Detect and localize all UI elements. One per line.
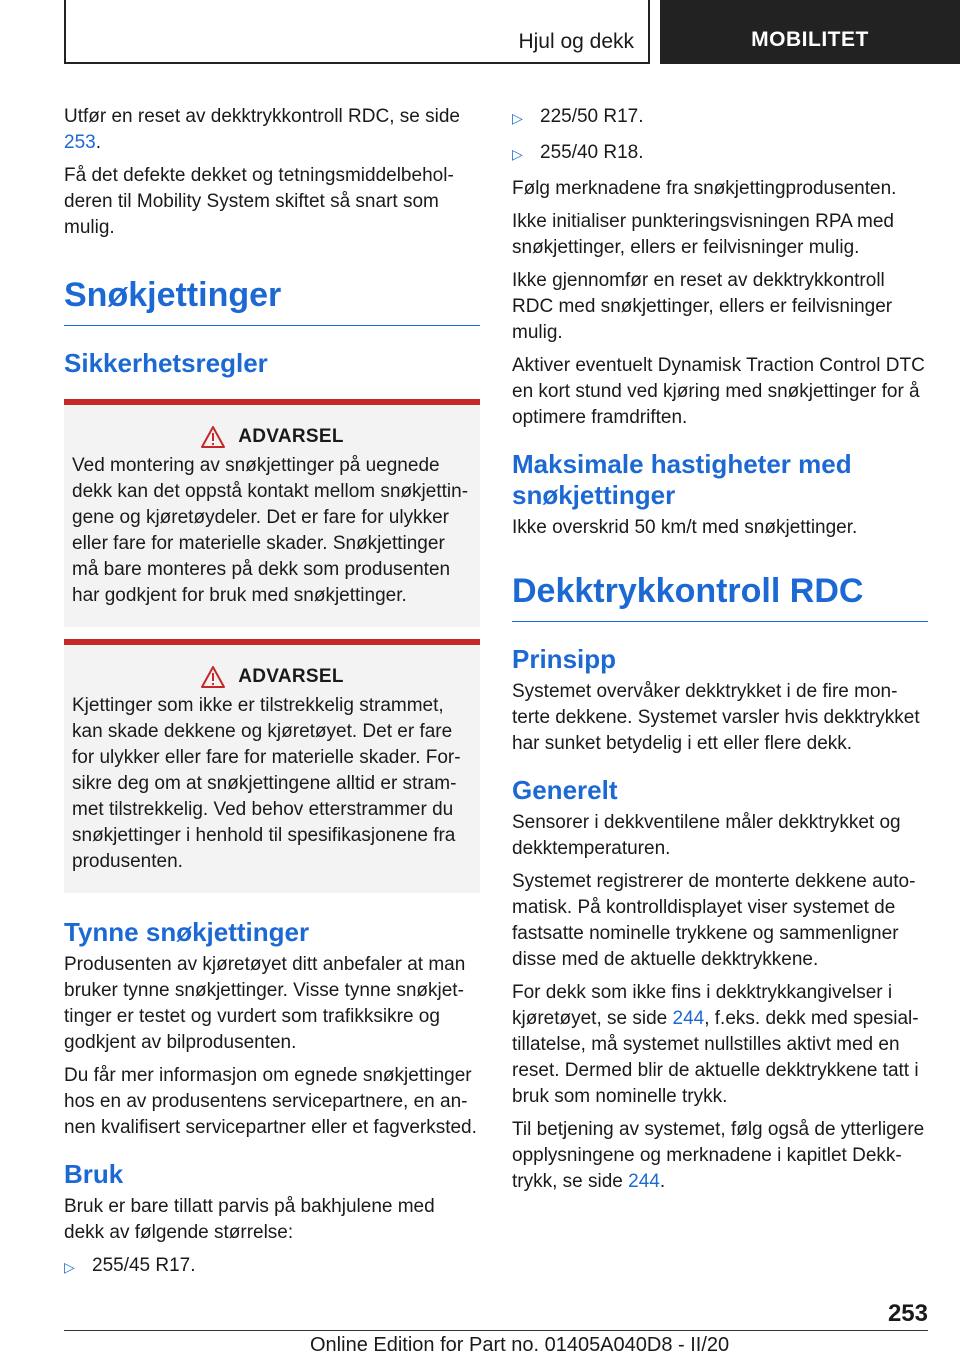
right-paragraph-3: Ikke gjennomfør en reset av dekktrykkontroll RDC med snøkjettinger, ellers er feilvisninger mulig.	[512, 270, 893, 343]
right-paragraph-2: Ikke initialiser punkteringsvisningen RPA med snøkjettinger, ellers er feilvisninger mulig.	[512, 211, 894, 258]
right-column	[512, 104, 928, 1202]
header-frame	[64, 0, 650, 64]
general-paragraph-3: For dekk som ikke fins i dekktrykkangivelser i kjøretøyet, se side 244, f.eks. dekk med spesialtillatelse, må systemet nullstilles aktivt med en reset. Dermed blir de aktuelle dekktrykkene tatt i bruk som nominelle trykk.	[512, 982, 919, 1107]
section-title: Hjul og dekk	[518, 30, 634, 53]
warning-box-2	[64, 639, 480, 893]
general-paragraph-4: Til betjening av systemet, følg også de ytterligere opplysningene og merknadene i kapitlet Dekktrykk, se side 244.	[512, 1119, 925, 1192]
page-link-244[interactable]: 244	[628, 1171, 660, 1192]
right-paragraph-1: Følg merknadene fra snøkjettingprodusenten.	[512, 178, 897, 199]
heading-max-speeds: Maksimale hastigheter med snøkjettinger	[512, 449, 852, 510]
left-column	[64, 104, 480, 1289]
list-item: ▷ 255/40 R18.	[512, 140, 928, 167]
warning-triangle-icon	[200, 425, 226, 449]
heading-thin-chains: Tynne snøkjettinger	[64, 917, 310, 947]
heading-use: Bruk	[64, 1159, 124, 1189]
general-paragraph-1: Sensorer i dekkventilene måler dekktrykket og dekktemperaturen.	[512, 812, 901, 859]
heading-principle: Prinsipp	[512, 644, 617, 674]
page-link-253[interactable]: 253	[64, 132, 96, 153]
page-number: 253	[887, 1300, 928, 1327]
warning-label: ADVARSEL	[238, 426, 344, 447]
warning-triangle-icon	[200, 665, 226, 689]
page-link-244[interactable]: 244	[672, 1008, 705, 1029]
heading-safety-rules: Sikkerhetsregler	[64, 348, 268, 378]
warning-box-1	[64, 399, 480, 627]
general-paragraph-2: Systemet registrerer de monterte dekkene automatisk. På kontrolldisplayet viser systemet de fastsatte nominelle trykkene og sammenligner disse med de aktuelle dekktrykkene.	[512, 871, 916, 970]
thin-paragraph-2: Du får mer informasjon om egnede snøkjettinger hos en av produsentens servicepartnere, en annen kvalifisert servicepartner eller et fagverksted.	[64, 1065, 477, 1138]
triangle-bullet-icon: ▷	[64, 1259, 75, 1275]
list-item: ▷ 225/50 R17.	[512, 104, 928, 131]
triangle-bullet-icon: ▷	[512, 146, 523, 162]
list-item: ▷ 255/45 R17.	[64, 1253, 480, 1280]
use-paragraph: Bruk er bare tillatt parvis på bakhjulene med dekk av følgende størrelse:	[64, 1196, 435, 1243]
warning-text-1: Ved montering av snøkjettinger på uegnede dekk kan det oppstå kontakt mellom snøkjettingene og kjøretøydeler. Det er fare for ulykker eller fare for materielle skader. Snøkjettinger må bare monteres på dekk som produsenten har godkjent for bruk med snøkjettinger.	[72, 455, 469, 606]
chapter-tab: MOBILITET	[660, 0, 960, 64]
tire-size-list-left	[64, 1253, 480, 1280]
heading-rdc: Dekktrykkontroll RDC	[512, 571, 928, 622]
tire-size-list-right	[512, 104, 928, 167]
triangle-bullet-icon: ▷	[512, 110, 523, 126]
heading-snow-chains: Snøkjettinger	[64, 275, 480, 326]
heading-general: Generelt	[512, 775, 618, 805]
footer-rule	[64, 1330, 928, 1331]
speed-paragraph: Ikke overskrid 50 km/t med snøkjettinger.	[512, 517, 858, 538]
warning-text-2: Kjettinger som ikke er tilstrekkelig strammet, kan skade dekkene og kjøretøyet. Det er fare for ulykker eller fare for materielle skader. Forsikre deg om at snøkjettingene alltid er strammet tilstrekkelig. Ved behov etterstrammer du snøkjettinger i henhold til spesifikasjonene fra produsenten.	[72, 695, 461, 872]
principle-paragraph: Systemet overvåker dekktrykket i de fire monterte dekkene. Systemet varsler hvis dekktrykket har sunket betydelig i ett eller flere dekk.	[512, 681, 920, 754]
thin-paragraph-1: Produsenten av kjøretøyet ditt anbefaler at man bruker tynne snøkjettinger. Visse tynne snøkjettinger er testet og vurdert som trafikksikre og godkjent av bilprodusenten.	[64, 954, 466, 1053]
right-paragraph-4: Aktiver eventuelt Dynamisk Traction Control DTC en kort stund ved kjøring med snøkjettinger for å optimere framdriften.	[512, 355, 925, 428]
edition-text: Online Edition for Part no. 01405A040D8 - II/20	[310, 1334, 730, 1356]
intro-paragraph-1: Utfør en reset av dekktrykkontroll RDC, se side 253.	[64, 106, 460, 153]
intro-paragraph-2: Få det defekte dekket og tetningsmiddelbeholderen til Mobility System skiftet så snart som mulig.	[64, 165, 454, 238]
warning-label: ADVARSEL	[238, 666, 344, 687]
